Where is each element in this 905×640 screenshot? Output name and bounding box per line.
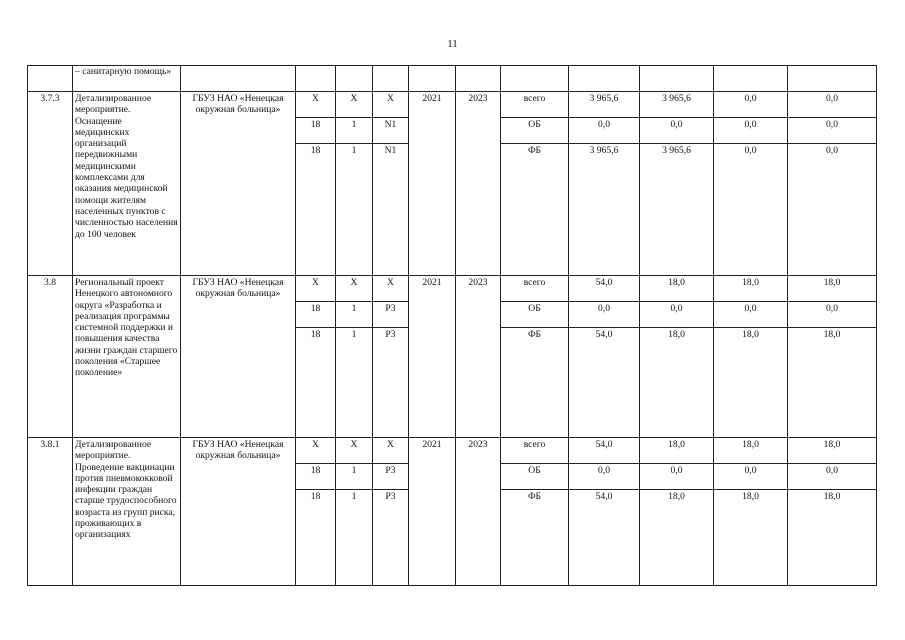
amount-2021: 18,0 bbox=[640, 438, 714, 464]
amount-2021: 18,0 bbox=[640, 490, 714, 586]
funding-source: ФБ bbox=[501, 144, 569, 276]
amount-2022: 18,0 bbox=[714, 328, 788, 438]
table-row-continuation bbox=[28, 66, 877, 92]
amount-total: 0,0 bbox=[569, 464, 640, 490]
code-cell: Р3 bbox=[373, 464, 409, 490]
code-cell: 1 bbox=[336, 490, 373, 586]
funding-source: ФБ bbox=[501, 328, 569, 438]
code-cell: Х bbox=[373, 276, 409, 302]
code-cell: 18 bbox=[296, 118, 336, 144]
amount-total: 3 965,6 bbox=[569, 144, 640, 276]
code-cell: Х bbox=[296, 92, 336, 118]
code-cell: Р3 bbox=[373, 302, 409, 328]
page-number: 11 bbox=[447, 38, 458, 50]
amount-2022: 0,0 bbox=[714, 144, 788, 276]
funding-source: всего bbox=[501, 276, 569, 302]
code-cell: Х bbox=[373, 438, 409, 464]
amount-total: 0,0 bbox=[569, 302, 640, 328]
amount-2022: 0,0 bbox=[714, 92, 788, 118]
start-year: 2021 bbox=[409, 92, 456, 276]
amount-2023: 18,0 bbox=[788, 438, 877, 464]
amount-2021: 0,0 bbox=[640, 464, 714, 490]
code-cell: 18 bbox=[296, 302, 336, 328]
code-cell: Х bbox=[296, 438, 336, 464]
code-cell: N1 bbox=[373, 144, 409, 276]
code-cell: 1 bbox=[336, 144, 373, 276]
amount-2021: 18,0 bbox=[640, 328, 714, 438]
code-cell: 1 bbox=[336, 118, 373, 144]
start-year: 2021 bbox=[409, 276, 456, 438]
amount-total: 0,0 bbox=[569, 118, 640, 144]
amount-2023: 0,0 bbox=[788, 118, 877, 144]
row-index: 3.8 bbox=[28, 276, 73, 438]
event-name: – санитарную помощь» bbox=[73, 66, 181, 92]
event-name: Детализированное мероприятие. Оснащение медицинских организаций передвижными медицинскими комплексами для оказания медицинской помощи жителям населенных пунктов с численностью населения до 100 человек bbox=[73, 92, 181, 276]
amount-2022: 18,0 bbox=[714, 490, 788, 586]
amount-2023: 18,0 bbox=[788, 328, 877, 438]
code-cell: 1 bbox=[336, 328, 373, 438]
event-name: Региональный проект Ненецкого автономного округа «Разработка и реализация программы системной поддержки и повышения качества жизни граждан старшего поколения «Старшее поколение» bbox=[73, 276, 181, 438]
funding-source: ФБ bbox=[501, 490, 569, 586]
amount-2021: 0,0 bbox=[640, 302, 714, 328]
funding-source: ОБ bbox=[501, 302, 569, 328]
code-cell: 18 bbox=[296, 328, 336, 438]
code-cell: Р3 bbox=[373, 328, 409, 438]
executor: ГБУЗ НАО «Ненецкая окружная больница» bbox=[181, 276, 296, 438]
code-cell: 18 bbox=[296, 144, 336, 276]
amount-2021: 3 965,6 bbox=[640, 144, 714, 276]
executor: ГБУЗ НАО «Ненецкая окружная больница» bbox=[181, 438, 296, 586]
amount-2022: 0,0 bbox=[714, 302, 788, 328]
amount-2023: 0,0 bbox=[788, 92, 877, 118]
code-cell: 18 bbox=[296, 464, 336, 490]
code-cell: Р3 bbox=[373, 490, 409, 586]
amount-2022: 18,0 bbox=[714, 276, 788, 302]
amount-2023: 0,0 bbox=[788, 144, 877, 276]
amount-total: 54,0 bbox=[569, 328, 640, 438]
amount-total: 54,0 bbox=[569, 438, 640, 464]
amount-2021: 3 965,6 bbox=[640, 92, 714, 118]
funding-source: ОБ bbox=[501, 464, 569, 490]
amount-total: 54,0 bbox=[569, 490, 640, 586]
amount-2022: 18,0 bbox=[714, 438, 788, 464]
table-row bbox=[28, 92, 877, 118]
code-cell: Х bbox=[336, 92, 373, 118]
budget-table bbox=[27, 65, 877, 586]
row-index: 3.8.1 bbox=[28, 438, 73, 586]
amount-total: 3 965,6 bbox=[569, 92, 640, 118]
code-cell: N1 bbox=[373, 118, 409, 144]
code-cell: Х bbox=[296, 276, 336, 302]
funding-source: всего bbox=[501, 438, 569, 464]
amount-2021: 18,0 bbox=[640, 276, 714, 302]
row-index: 3.7.3 bbox=[28, 92, 73, 276]
end-year: 2023 bbox=[456, 438, 501, 586]
end-year: 2023 bbox=[456, 276, 501, 438]
executor: ГБУЗ НАО «Ненецкая окружная больница» bbox=[181, 92, 296, 276]
amount-2023: 0,0 bbox=[788, 302, 877, 328]
code-cell: Х bbox=[336, 276, 373, 302]
table-row bbox=[28, 438, 877, 464]
amount-2023: 18,0 bbox=[788, 276, 877, 302]
code-cell: Х bbox=[373, 92, 409, 118]
code-cell: 1 bbox=[336, 302, 373, 328]
code-cell: 1 bbox=[336, 464, 373, 490]
amount-2023: 0,0 bbox=[788, 464, 877, 490]
amount-2021: 0,0 bbox=[640, 118, 714, 144]
code-cell: Х bbox=[336, 438, 373, 464]
end-year: 2023 bbox=[456, 92, 501, 276]
amount-2022: 0,0 bbox=[714, 118, 788, 144]
funding-source: всего bbox=[501, 92, 569, 118]
table-row bbox=[28, 276, 877, 302]
funding-source: ОБ bbox=[501, 118, 569, 144]
amount-total: 54,0 bbox=[569, 276, 640, 302]
amount-2022: 0,0 bbox=[714, 464, 788, 490]
amount-2023: 18,0 bbox=[788, 490, 877, 586]
event-name: Детализированное мероприятие. Проведение вакцинации против пневмококковой инфекции граждан старше трудоспособного возраста из групп риска, проживающих в организациях bbox=[73, 438, 181, 586]
start-year: 2021 bbox=[409, 438, 456, 586]
code-cell: 18 bbox=[296, 490, 336, 586]
